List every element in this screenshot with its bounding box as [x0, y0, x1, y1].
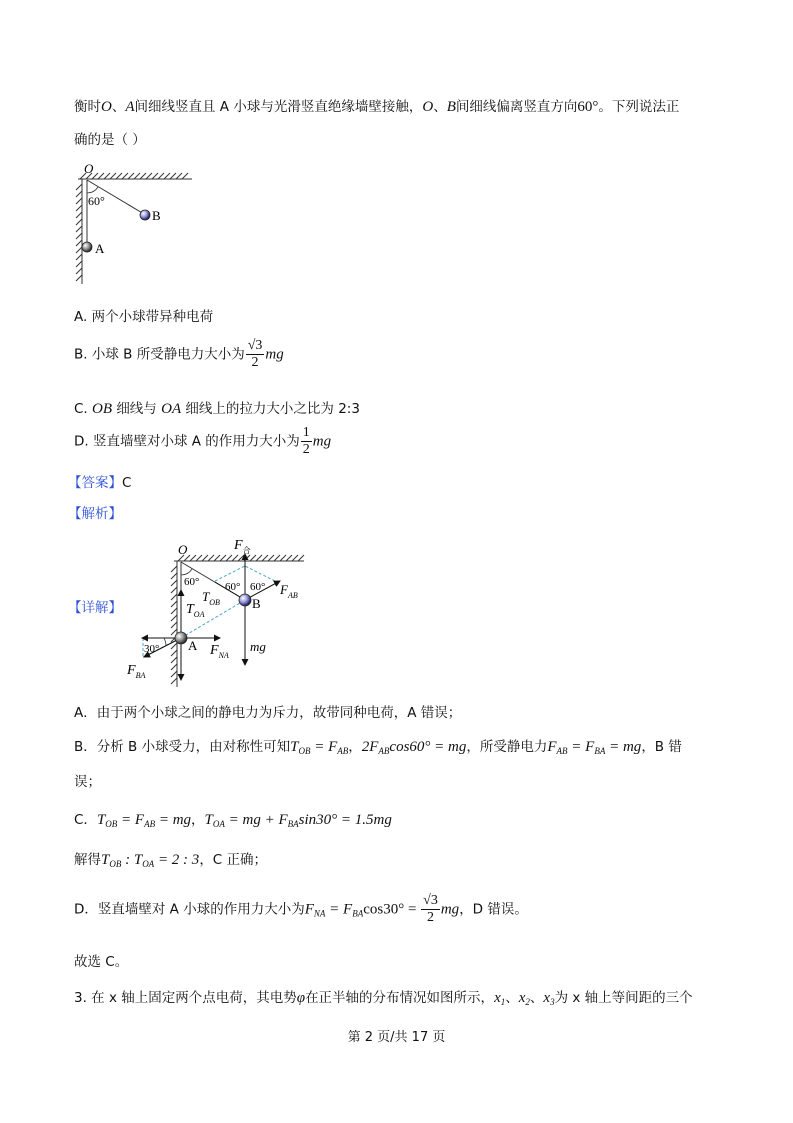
- math-mg: mg: [312, 433, 332, 450]
- label-o: O: [84, 161, 94, 176]
- label-b: B: [252, 596, 261, 611]
- solution-b-text: B．分析 B 小球受力，由对称性可知: [74, 739, 291, 755]
- math: = F: [567, 739, 595, 755]
- math-x: x: [518, 990, 526, 1006]
- sep: ，: [191, 812, 205, 828]
- question-3: [74, 986, 693, 1007]
- math-ob: OB: [92, 401, 113, 417]
- figure-1-diagram: [66, 160, 206, 290]
- label-f: F: [280, 582, 288, 597]
- ball-a: [175, 632, 187, 644]
- analysis-line: [68, 502, 122, 522]
- answer-line: [68, 471, 131, 491]
- label-angle-30: 30°: [144, 643, 160, 655]
- math-sub: AB: [556, 746, 568, 756]
- label-t-oa: [186, 602, 205, 619]
- label-o: O: [178, 542, 188, 557]
- math-sub: AB: [378, 746, 390, 756]
- math: = F: [325, 901, 353, 918]
- math-sub: 3: [550, 997, 555, 1007]
- ball-b: [239, 594, 251, 606]
- ball-b: [140, 210, 150, 220]
- label-f: F: [210, 643, 219, 658]
- label-sub: BA: [135, 671, 146, 680]
- math: = mg: [155, 812, 192, 828]
- denominator: 2: [251, 355, 259, 370]
- math-sub: 2: [525, 997, 530, 1007]
- math-sub: OA: [212, 819, 225, 829]
- solution-b: [74, 735, 682, 756]
- intro-line-2: [74, 128, 146, 148]
- solution-b-text: ，B 错: [641, 739, 682, 755]
- final-text: 故选 C。: [74, 954, 129, 970]
- math: cos30° =: [363, 901, 421, 918]
- denominator: 2: [302, 442, 310, 457]
- label-sub: AB: [287, 591, 298, 600]
- final-answer: [74, 950, 128, 970]
- intro-text: 。下列说法正: [598, 99, 680, 115]
- option-c-text: 细线与: [116, 401, 157, 417]
- page-footer: 第 2 页/共 17 页: [347, 1030, 446, 1045]
- label-a: A: [95, 241, 105, 256]
- math: = F: [310, 739, 338, 755]
- label-f-net: [233, 538, 251, 555]
- sep: 、: [529, 990, 544, 1006]
- fraction: [421, 893, 440, 926]
- option-c-text: 细线上的拉力大小之比为 2:3: [185, 401, 360, 417]
- figure-2-force-diagram: [120, 530, 320, 690]
- detail-tag: 【详解】: [68, 600, 122, 616]
- math: = F: [117, 812, 145, 828]
- math-sub: 1: [500, 997, 506, 1007]
- fraction: [301, 425, 312, 458]
- angle-arc: [181, 569, 192, 575]
- label-f-na: [209, 643, 229, 660]
- option-d-text: D. 竖直墙壁对小球 A 的作用力大小为: [74, 433, 300, 450]
- numerator: 1: [302, 425, 310, 440]
- math-o: O: [101, 99, 112, 115]
- math: F: [304, 901, 314, 918]
- solution-text: 解得: [74, 852, 101, 868]
- math: T: [204, 812, 213, 828]
- wall-hatch: [76, 179, 82, 284]
- solution-b-text: ，所受静电力: [466, 739, 548, 755]
- option-a: [74, 305, 213, 325]
- answer-tag: 【答案】: [68, 475, 122, 491]
- label-angle-1: 60°: [184, 576, 200, 588]
- ceiling-hatch: [78, 173, 192, 179]
- option-c-text: C.: [74, 401, 88, 417]
- math: = mg: [605, 739, 642, 755]
- label-sub: NA: [218, 651, 229, 660]
- math-mg: mg: [440, 901, 460, 918]
- math: = 2 : 3: [154, 852, 200, 868]
- math-mg: mg: [265, 346, 284, 363]
- math: cos60° = mg: [389, 739, 467, 755]
- math: 2F: [361, 739, 379, 755]
- label-t: T: [186, 602, 194, 617]
- label-angle-2: 60°: [225, 581, 241, 593]
- numerator: √3: [247, 338, 263, 353]
- solution-c: [74, 808, 392, 829]
- label-t-ob: [202, 589, 220, 607]
- math-sub: BA: [594, 746, 606, 756]
- sep: ，: [348, 739, 362, 755]
- solution-b-line2: [74, 770, 101, 790]
- answer-value: C: [122, 475, 132, 491]
- label-sub: OA: [193, 610, 205, 619]
- detail-line: [68, 596, 122, 616]
- ball-a: [82, 242, 92, 252]
- intro-text: 衡时: [74, 99, 101, 115]
- option-a-text: A. 两个小球带异种电荷: [74, 309, 214, 325]
- angle-arc-30: [164, 638, 166, 646]
- sep: 、: [505, 990, 519, 1006]
- math: T: [290, 739, 299, 755]
- math-sub: AB: [337, 746, 349, 756]
- label-angle: 60°: [88, 194, 105, 208]
- math: T: [96, 812, 106, 828]
- math-sub: OA: [142, 859, 155, 869]
- q3-text: 为 x 轴上等间距的三个: [554, 990, 693, 1006]
- label-b: B: [152, 208, 161, 223]
- math: = mg + F: [224, 812, 288, 828]
- math-sub: BA: [287, 819, 299, 829]
- angle-value: 60°: [577, 99, 599, 115]
- math-sub: OB: [109, 859, 122, 869]
- intro-text: 确的是（ ）: [74, 132, 146, 148]
- label-f-ba: [126, 663, 145, 680]
- label-t: T: [202, 589, 210, 604]
- sep: 、: [433, 99, 447, 115]
- math-x: x: [494, 990, 501, 1006]
- math-sub: AB: [144, 819, 156, 829]
- fraction: [246, 338, 265, 371]
- intro-text: 间细线偏离竖直方向: [455, 99, 578, 115]
- math-o: O: [422, 99, 434, 115]
- solution-d-text: ，D 错误。: [459, 901, 528, 918]
- ceiling-hatch: [174, 555, 304, 561]
- math: F: [547, 739, 557, 755]
- solution-d: [74, 893, 528, 926]
- math-sub: BA: [352, 908, 364, 919]
- label-angle-3: 60°: [250, 581, 266, 593]
- math-a: A: [125, 99, 135, 115]
- solution-b-text: 误；: [74, 774, 101, 790]
- label-sub: OB: [209, 598, 220, 607]
- label-f-ab: [279, 582, 298, 600]
- solution-c-text: C．: [74, 812, 97, 828]
- option-b: [74, 338, 284, 371]
- q3-text: 在正半轴的分布情况如图所示，: [305, 990, 495, 1006]
- math-oa: OA: [161, 401, 182, 417]
- denominator: 2: [427, 910, 434, 925]
- math-b: B: [446, 99, 456, 115]
- math-x: x: [543, 990, 551, 1006]
- label-sub: 合: [242, 546, 251, 555]
- label-f: F: [234, 538, 243, 553]
- label-a: A: [188, 638, 198, 653]
- option-c: [74, 397, 360, 418]
- wall-hatch: [171, 561, 177, 687]
- math: sin30° = 1.5mg: [298, 812, 392, 828]
- solution-a: [74, 701, 461, 721]
- math-sub: OB: [105, 819, 118, 829]
- option-d: [74, 425, 331, 458]
- label-f: F: [127, 663, 136, 678]
- solution-solve: [74, 848, 267, 869]
- angle-arc: [87, 187, 98, 193]
- sep: 、: [111, 99, 126, 115]
- math-sub: OB: [298, 746, 311, 756]
- option-b-text: B. 小球 B 所受静电力大小为: [74, 346, 245, 363]
- numerator: √3: [423, 893, 438, 908]
- math: T: [101, 852, 110, 868]
- label-mg: mg: [250, 639, 266, 654]
- math-phi: φ: [296, 990, 306, 1006]
- intro-line-1: [74, 95, 679, 116]
- math-sub: NA: [313, 908, 326, 919]
- solution-text: ，C 正确；: [199, 852, 268, 868]
- intro-text: 间细线竖直且 A 小球与光滑竖直绝缘墙壁接触，: [134, 99, 423, 115]
- solution-a-text: A．由于两个小球之间的静电力为斥力，故带同种电荷，A 错误；: [74, 705, 462, 721]
- math: : T: [121, 852, 143, 868]
- solution-d-text: D．竖直墙壁对 A 小球的作用力大小为: [74, 901, 305, 918]
- q3-text: 3. 在 x 轴上固定两个点电荷，其电势: [74, 990, 297, 1006]
- analysis-tag: 【解析】: [68, 506, 122, 522]
